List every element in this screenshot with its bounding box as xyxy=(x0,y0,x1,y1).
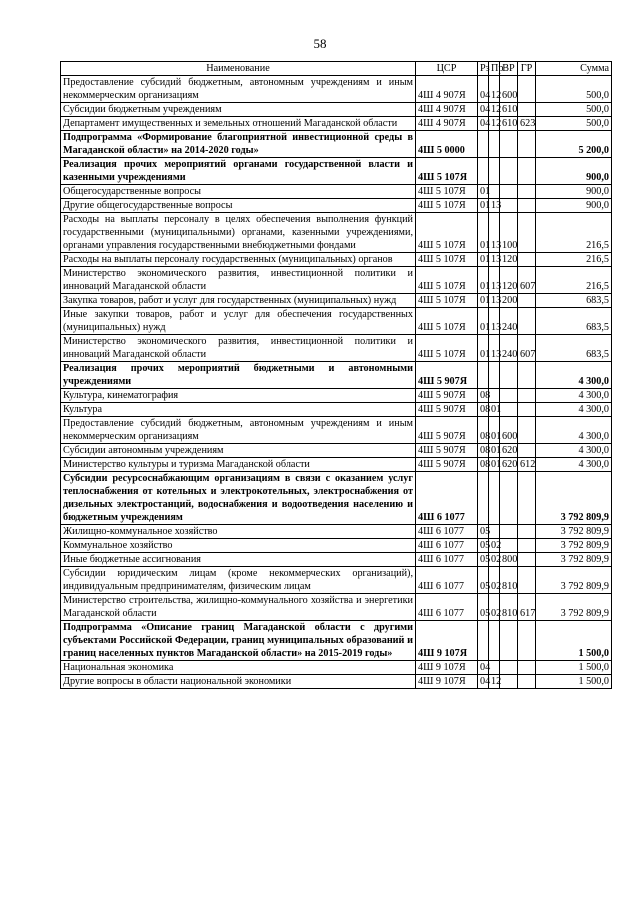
row-name: Культура xyxy=(61,403,416,417)
row-csr: 4Ш 9 107Я xyxy=(416,621,478,661)
row-gr: 617 xyxy=(518,594,536,621)
row-pr: 01 xyxy=(489,444,500,458)
row-sum: 3 792 809,9 xyxy=(536,539,612,553)
row-gr xyxy=(518,362,536,389)
row-sum: 900,0 xyxy=(536,158,612,185)
row-csr: 4Ш 5 107Я xyxy=(416,294,478,308)
table-row xyxy=(61,403,612,417)
row-csr: 4Ш 5 107Я xyxy=(416,267,478,294)
row-vr xyxy=(500,525,518,539)
table-row xyxy=(61,362,612,389)
row-csr: 4Ш 5 107Я xyxy=(416,158,478,185)
row-pr: 12 xyxy=(489,675,500,689)
row-rz: 01 xyxy=(478,294,489,308)
row-sum: 4 300,0 xyxy=(536,362,612,389)
row-vr xyxy=(500,621,518,661)
row-sum: 4 300,0 xyxy=(536,403,612,417)
row-rz: 01 xyxy=(478,267,489,294)
row-csr: 4Ш 5 107Я xyxy=(416,199,478,213)
row-rz: 08 xyxy=(478,403,489,417)
page-number: 58 xyxy=(313,36,327,51)
row-rz: 01 xyxy=(478,308,489,335)
row-rz: 05 xyxy=(478,553,489,567)
row-rz: 08 xyxy=(478,389,489,403)
row-name: Субсидии ресурсоснабжающим организациям в связи с оказанием услуг теплоснабжения от котельных и электрокотельных, электроснабжения от дизельных электростанций, водоснабжения и водоотведения населению и бюджетным учреждениям xyxy=(61,472,416,525)
row-vr xyxy=(500,199,518,213)
row-gr xyxy=(518,661,536,675)
row-rz: 05 xyxy=(478,539,489,553)
row-csr: 4Ш 5 907Я xyxy=(416,444,478,458)
row-vr xyxy=(500,131,518,158)
row-vr: 600 xyxy=(500,76,518,103)
row-vr xyxy=(500,661,518,675)
row-name: Иные бюджетные ассигнования xyxy=(61,553,416,567)
row-sum: 4 300,0 xyxy=(536,417,612,444)
row-rz xyxy=(478,131,489,158)
row-pr xyxy=(489,131,500,158)
table-row xyxy=(61,417,612,444)
header-name: Наименование xyxy=(61,62,416,76)
row-vr: 120 xyxy=(500,267,518,294)
row-name: Коммунальное хозяйство xyxy=(61,539,416,553)
table-row xyxy=(61,76,612,103)
table-row xyxy=(61,621,612,661)
row-vr xyxy=(500,539,518,553)
row-csr: 4Ш 6 1077 xyxy=(416,539,478,553)
row-gr xyxy=(518,525,536,539)
row-gr: 623 xyxy=(518,117,536,131)
row-rz: 01 xyxy=(478,335,489,362)
row-name: Жилищно-коммунальное хозяйство xyxy=(61,525,416,539)
header-sum: Сумма xyxy=(536,62,612,76)
row-csr: 4Ш 5 0000 xyxy=(416,131,478,158)
row-csr: 4Ш 5 907Я xyxy=(416,389,478,403)
budget-table xyxy=(60,61,612,689)
row-csr: 4Ш 5 907Я xyxy=(416,458,478,472)
row-sum: 900,0 xyxy=(536,185,612,199)
row-rz: 01 xyxy=(478,185,489,199)
row-name: Субсидии юридическим лицам (кроме некоммерческих организаций), индивидуальным предпринимателям, физическим лицам xyxy=(61,567,416,594)
row-gr xyxy=(518,403,536,417)
row-csr: 4Ш 5 107Я xyxy=(416,253,478,267)
row-name: Иные закупки товаров, работ и услуг для обеспечения государственных (муниципальных) нужд xyxy=(61,308,416,335)
row-csr: 4Ш 9 107Я xyxy=(416,661,478,675)
row-name: Департамент имущественных и земельных отношений Магаданской области xyxy=(61,117,416,131)
row-name: Расходы на выплаты персоналу в целях обеспечения выполнения функций государственными (муниципальными) органами, казенными учреждениями, органами управления государственными внебюджетными фондами xyxy=(61,213,416,253)
row-sum: 3 792 809,9 xyxy=(536,567,612,594)
row-pr: 13 xyxy=(489,267,500,294)
row-gr xyxy=(518,389,536,403)
row-vr: 810 xyxy=(500,594,518,621)
table-row xyxy=(61,131,612,158)
row-pr: 01 xyxy=(489,417,500,444)
row-sum: 500,0 xyxy=(536,103,612,117)
row-gr: 612 xyxy=(518,458,536,472)
table-row xyxy=(61,525,612,539)
table-row xyxy=(61,308,612,335)
row-gr xyxy=(518,675,536,689)
row-rz: 04 xyxy=(478,76,489,103)
row-name: Министерство культуры и туризма Магаданской области xyxy=(61,458,416,472)
row-sum: 3 792 809,9 xyxy=(536,594,612,621)
row-gr xyxy=(518,131,536,158)
header-rz: Рз xyxy=(478,62,489,76)
row-vr: 620 xyxy=(500,458,518,472)
table-row xyxy=(61,553,612,567)
row-csr: 4Ш 5 107Я xyxy=(416,335,478,362)
row-rz: 08 xyxy=(478,458,489,472)
row-pr: 12 xyxy=(489,103,500,117)
row-pr: 12 xyxy=(489,117,500,131)
row-pr: 02 xyxy=(489,539,500,553)
row-sum: 500,0 xyxy=(536,117,612,131)
row-sum: 3 792 809,9 xyxy=(536,553,612,567)
header-pr: Пр xyxy=(489,62,500,76)
row-vr: 610 xyxy=(500,103,518,117)
table-row xyxy=(61,213,612,253)
row-pr: 13 xyxy=(489,335,500,362)
header-gr: ГР xyxy=(518,62,536,76)
row-pr: 02 xyxy=(489,553,500,567)
row-sum: 216,5 xyxy=(536,267,612,294)
row-csr: 4Ш 5 907Я xyxy=(416,362,478,389)
row-csr: 4Ш 5 907Я xyxy=(416,417,478,444)
table-row xyxy=(61,567,612,594)
row-vr xyxy=(500,158,518,185)
row-name: Закупка товаров, работ и услуг для государственных (муниципальных) нужд xyxy=(61,294,416,308)
row-csr: 4Ш 4 907Я xyxy=(416,117,478,131)
row-vr xyxy=(500,403,518,417)
row-vr xyxy=(500,185,518,199)
row-sum: 216,5 xyxy=(536,213,612,253)
row-name: Министерство экономического развития, инвестиционной политики и инноваций Магаданской области xyxy=(61,335,416,362)
row-rz xyxy=(478,621,489,661)
row-gr xyxy=(518,158,536,185)
row-rz: 05 xyxy=(478,594,489,621)
row-vr xyxy=(500,389,518,403)
row-sum: 1 500,0 xyxy=(536,621,612,661)
row-pr xyxy=(489,472,500,525)
row-gr xyxy=(518,417,536,444)
table-row xyxy=(61,253,612,267)
row-name: Реализация прочих мероприятий бюджетными и автономными учреждениями xyxy=(61,362,416,389)
row-csr: 4Ш 4 907Я xyxy=(416,103,478,117)
row-rz: 04 xyxy=(478,117,489,131)
table-row xyxy=(61,158,612,185)
table-row xyxy=(61,594,612,621)
row-sum: 3 792 809,9 xyxy=(536,525,612,539)
row-gr xyxy=(518,199,536,213)
row-gr: 607 xyxy=(518,267,536,294)
row-sum: 500,0 xyxy=(536,76,612,103)
row-name: Предоставление субсидий бюджетным, автономным учреждениям и иным некоммерческим организациям xyxy=(61,417,416,444)
row-csr: 4Ш 6 1077 xyxy=(416,567,478,594)
row-rz: 01 xyxy=(478,199,489,213)
row-gr xyxy=(518,444,536,458)
row-pr: 01 xyxy=(489,403,500,417)
row-sum: 683,5 xyxy=(536,294,612,308)
row-sum: 683,5 xyxy=(536,335,612,362)
row-gr xyxy=(518,103,536,117)
row-name: Министерство строительства, жилищно-коммунального хозяйства и энергетики Магаданской области xyxy=(61,594,416,621)
row-csr: 4Ш 5 107Я xyxy=(416,185,478,199)
row-csr: 4Ш 6 1077 xyxy=(416,594,478,621)
row-gr xyxy=(518,213,536,253)
row-rz: 01 xyxy=(478,253,489,267)
row-pr xyxy=(489,621,500,661)
row-gr xyxy=(518,539,536,553)
row-gr xyxy=(518,294,536,308)
table-row xyxy=(61,472,612,525)
row-vr: 610 xyxy=(500,117,518,131)
table-row xyxy=(61,199,612,213)
row-vr: 240 xyxy=(500,335,518,362)
row-csr: 4Ш 5 107Я xyxy=(416,308,478,335)
row-rz: 04 xyxy=(478,661,489,675)
row-vr: 100 xyxy=(500,213,518,253)
row-pr xyxy=(489,362,500,389)
row-rz: 04 xyxy=(478,675,489,689)
row-gr xyxy=(518,76,536,103)
row-name: Культура, кинематография xyxy=(61,389,416,403)
row-sum: 1 500,0 xyxy=(536,661,612,675)
row-gr: 607 xyxy=(518,335,536,362)
table-row xyxy=(61,185,612,199)
row-csr: 4Ш 6 1077 xyxy=(416,472,478,525)
row-pr: 12 xyxy=(489,76,500,103)
row-name: Реализация прочих мероприятий органами государственной власти и казенными учреждениями xyxy=(61,158,416,185)
table-row xyxy=(61,661,612,675)
row-name: Национальная экономика xyxy=(61,661,416,675)
header-row xyxy=(61,62,612,76)
row-rz: 08 xyxy=(478,417,489,444)
row-gr xyxy=(518,567,536,594)
row-name: Другие вопросы в области национальной экономики xyxy=(61,675,416,689)
table-row xyxy=(61,675,612,689)
row-csr: 4Ш 4 907Я xyxy=(416,76,478,103)
row-pr: 13 xyxy=(489,294,500,308)
row-sum: 683,5 xyxy=(536,308,612,335)
row-rz: 05 xyxy=(478,567,489,594)
row-gr xyxy=(518,553,536,567)
row-rz: 04 xyxy=(478,103,489,117)
header-vr: ВР xyxy=(500,62,518,76)
row-pr: 02 xyxy=(489,567,500,594)
row-csr: 4Ш 5 907Я xyxy=(416,403,478,417)
table-row xyxy=(61,294,612,308)
row-gr xyxy=(518,472,536,525)
row-gr xyxy=(518,253,536,267)
budget-body xyxy=(61,76,612,689)
table-row xyxy=(61,335,612,362)
row-pr: 01 xyxy=(489,458,500,472)
row-vr xyxy=(500,362,518,389)
row-rz xyxy=(478,158,489,185)
row-pr: 13 xyxy=(489,213,500,253)
row-sum: 3 792 809,9 xyxy=(536,472,612,525)
row-rz: 05 xyxy=(478,525,489,539)
row-gr xyxy=(518,308,536,335)
table-row xyxy=(61,117,612,131)
row-vr: 600 xyxy=(500,417,518,444)
row-vr: 810 xyxy=(500,567,518,594)
row-name: Подпрограмма «Формирование благоприятной инвестиционной среды в Магаданской области» на 2014-2020 годы» xyxy=(61,131,416,158)
row-csr: 4Ш 9 107Я xyxy=(416,675,478,689)
row-pr xyxy=(489,158,500,185)
table-row xyxy=(61,389,612,403)
row-name: Министерство экономического развития, инвестиционной политики и инноваций Магаданской области xyxy=(61,267,416,294)
row-name: Общегосударственные вопросы xyxy=(61,185,416,199)
row-gr xyxy=(518,185,536,199)
row-vr: 240 xyxy=(500,308,518,335)
row-name: Расходы на выплаты персоналу государственных (муниципальных) органов xyxy=(61,253,416,267)
row-name: Субсидии бюджетным учреждениям xyxy=(61,103,416,117)
header-csr: ЦСР xyxy=(416,62,478,76)
row-pr: 13 xyxy=(489,308,500,335)
row-vr: 200 xyxy=(500,294,518,308)
row-rz xyxy=(478,362,489,389)
row-pr: 13 xyxy=(489,253,500,267)
row-sum: 1 500,0 xyxy=(536,675,612,689)
row-pr: 13 xyxy=(489,199,500,213)
row-sum: 4 300,0 xyxy=(536,389,612,403)
table-row xyxy=(61,539,612,553)
table-row xyxy=(61,267,612,294)
row-name: Другие общегосударственные вопросы xyxy=(61,199,416,213)
row-csr: 4Ш 5 107Я xyxy=(416,213,478,253)
row-vr: 800 xyxy=(500,553,518,567)
row-name: Предоставление субсидий бюджетным, автономным учреждениям и иным некоммерческим организациям xyxy=(61,76,416,103)
row-sum: 216,5 xyxy=(536,253,612,267)
row-csr: 4Ш 6 1077 xyxy=(416,525,478,539)
row-name: Субсидии автономным учреждениям xyxy=(61,444,416,458)
row-sum: 5 200,0 xyxy=(536,131,612,158)
row-sum: 4 300,0 xyxy=(536,458,612,472)
row-pr: 02 xyxy=(489,594,500,621)
row-rz xyxy=(478,472,489,525)
row-gr xyxy=(518,621,536,661)
row-vr xyxy=(500,472,518,525)
table-row xyxy=(61,103,612,117)
row-name: Подпрограмма «Описание границ Магаданской области с другими субъектами Российской Федерации, границ муниципальных образований и границ населенных пунктов Магаданской области» на 2015-2019 годы» xyxy=(61,621,416,661)
row-rz: 01 xyxy=(478,213,489,253)
row-vr: 120 xyxy=(500,253,518,267)
table-row xyxy=(61,458,612,472)
row-sum: 4 300,0 xyxy=(536,444,612,458)
table-row xyxy=(61,444,612,458)
row-vr xyxy=(500,675,518,689)
row-csr: 4Ш 6 1077 xyxy=(416,553,478,567)
row-sum: 900,0 xyxy=(536,199,612,213)
row-vr: 620 xyxy=(500,444,518,458)
row-rz: 08 xyxy=(478,444,489,458)
